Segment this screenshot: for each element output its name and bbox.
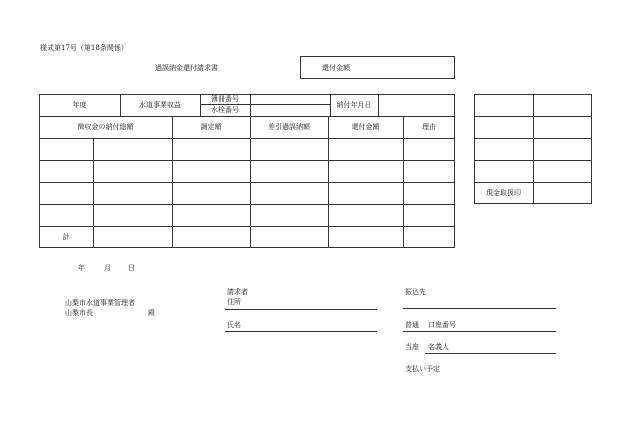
- account-number-line: [403, 331, 556, 332]
- col-refund-amount: 還付金額: [351, 122, 380, 131]
- col-assessed: 調定額: [200, 122, 222, 131]
- scheduled-payment-label: 支払い予定: [405, 365, 440, 373]
- account-number-label: 口座番号: [428, 321, 456, 329]
- fiscal-year-label: 年度: [72, 100, 87, 109]
- ledger-number-label: 簿冊番号: [211, 94, 239, 103]
- col-overpayment: 差引過誤納額: [268, 122, 310, 131]
- transfer-label: 振込先: [405, 288, 426, 296]
- cash-handling-seal-label: 現金取扱印: [486, 188, 521, 197]
- form-number: 様式第17号（第18条関係）: [40, 44, 128, 52]
- col-total-paid: 徴収金の納付総額: [77, 122, 134, 131]
- addressee-line2: 山梨市長: [65, 309, 93, 317]
- claimant-address-line: [225, 309, 377, 310]
- payment-date-label: 納付年月日: [336, 100, 372, 109]
- col-reason: 理由: [422, 122, 436, 131]
- date-day: 日: [128, 264, 135, 272]
- claimant-name-line: [225, 331, 377, 332]
- addressee-honorific: 殿: [148, 309, 155, 317]
- transfer-line: [403, 308, 556, 309]
- refund-amount-label: 還付金額: [322, 64, 350, 72]
- claimant-label: 請求者: [227, 288, 248, 296]
- account-holder-line: [425, 353, 556, 354]
- date-year: 年: [78, 264, 85, 272]
- faucet-number-label: 水栓番号: [211, 105, 239, 114]
- date-month: 月: [104, 264, 111, 272]
- claimant-name-label: 氏名: [227, 321, 241, 329]
- claimant-address-label: 住所: [227, 298, 241, 306]
- revenue-label: 水道事業収益: [139, 100, 181, 109]
- account-holder-label: 名義人: [428, 343, 449, 351]
- document-title: 過誤納金還付請求書: [155, 64, 218, 72]
- current-label: 当座: [405, 343, 419, 351]
- ordinary-label: 普通: [405, 321, 419, 329]
- total-label: 計: [62, 232, 70, 241]
- addressee-line1: 山梨市水道事業管理者: [65, 299, 135, 307]
